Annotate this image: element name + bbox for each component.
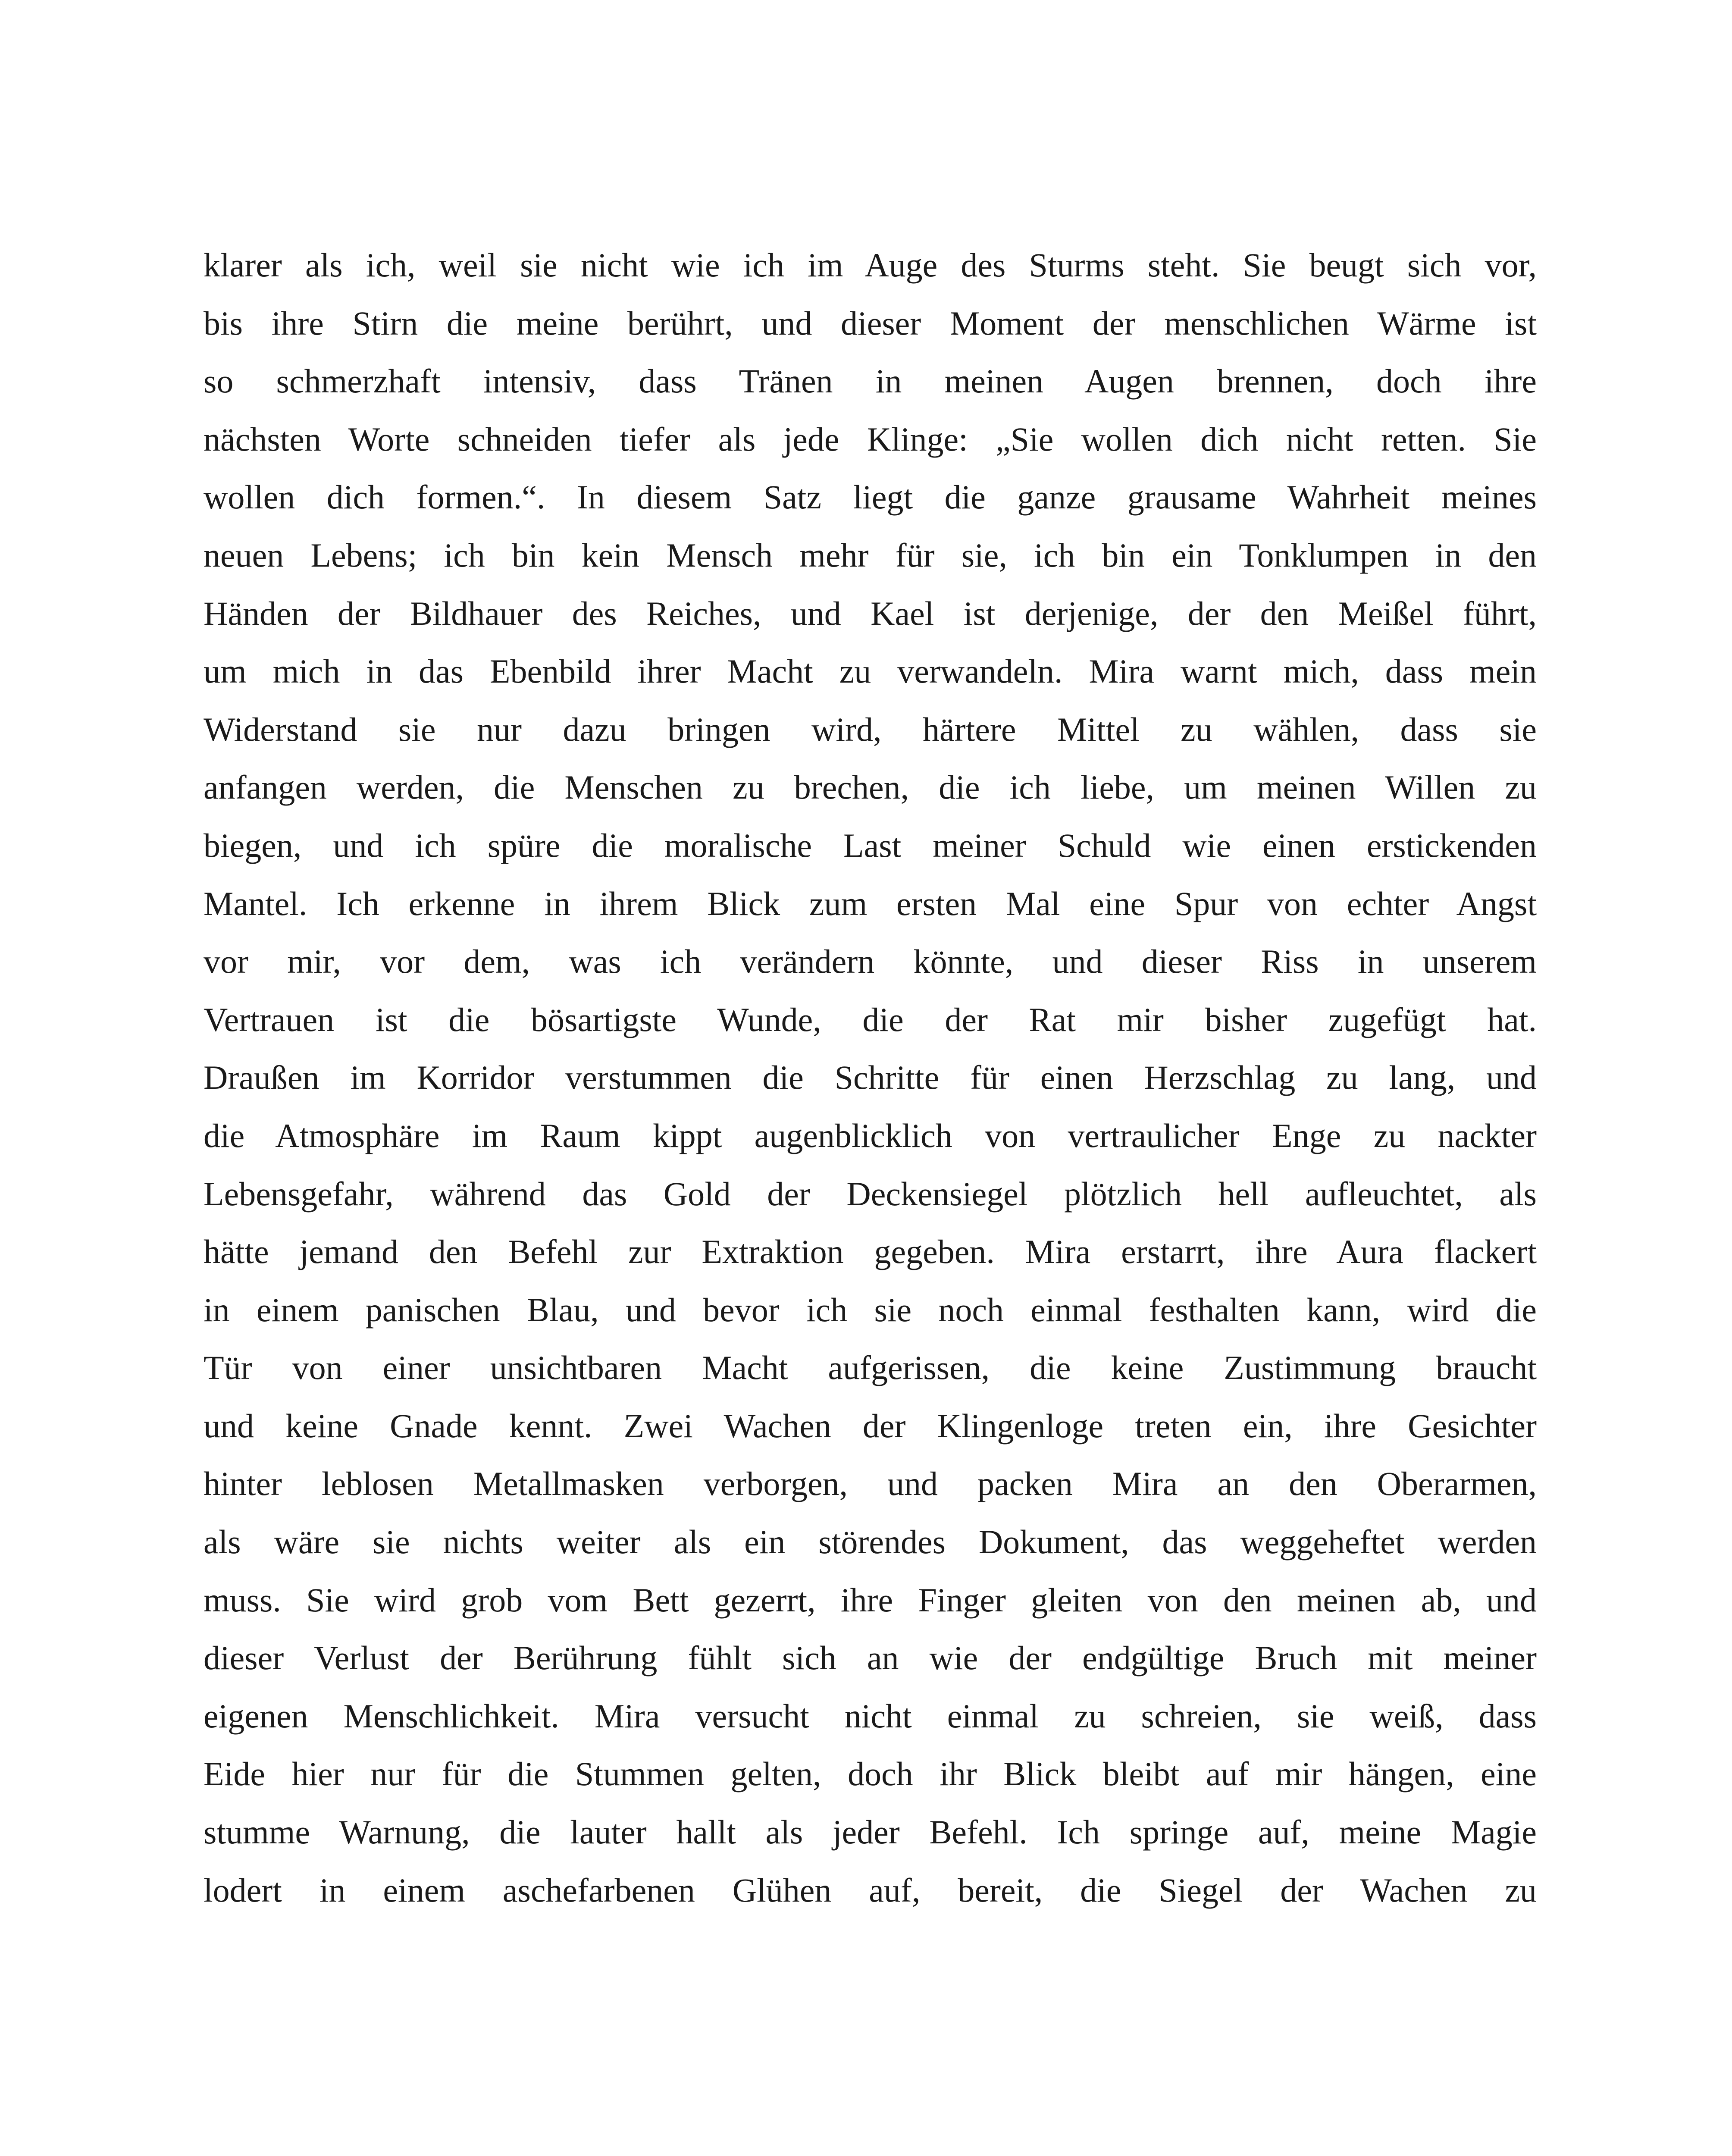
text-line: Lebensgefahr, während das Gold der Deckensiegel plötzlich hell aufleuchtet, als	[204, 1175, 1537, 1213]
text-line: Mantel. Ich erkenne in ihrem Blick zum ersten Mal eine Spur von echter Angst	[204, 884, 1537, 922]
text-line: Händen der Bildhauer des Reiches, und Kael ist derjenige, der den Meißel führt,	[204, 594, 1537, 632]
text-line: als wäre sie nichts weiter als ein störendes Dokument, das weggeheftet werden	[204, 1523, 1537, 1561]
text-line: stumme Warnung, die lauter hallt als jeder Befehl. Ich springe auf, meine Magie	[204, 1813, 1537, 1851]
text-line: lodert in einem aschefarbenen Glühen auf, bereit, die Siegel der Wachen zu	[204, 1871, 1537, 1909]
text-line: so schmerzhaft intensiv, dass Tränen in meinen Augen brennen, doch ihre	[204, 362, 1537, 400]
text-line: um mich in das Ebenbild ihrer Macht zu verwandeln. Mira warnt mich, dass mein	[204, 652, 1537, 690]
text-line: vor mir, vor dem, was ich verändern könnte, und dieser Riss in unserem	[204, 943, 1537, 981]
text-line: hinter leblosen Metallmasken verborgen, und packen Mira an den Oberarmen,	[204, 1465, 1537, 1503]
text-line: in einem panischen Blau, und bevor ich sie noch einmal festhalten kann, wird die	[204, 1291, 1537, 1329]
text-line: Tür von einer unsichtbaren Macht aufgerissen, die keine Zustimmung braucht	[204, 1349, 1537, 1387]
text-line: bis ihre Stirn die meine berührt, und dieser Moment der menschlichen Wärme ist	[204, 304, 1537, 342]
text-line: anfangen werden, die Menschen zu brechen, die ich liebe, um meinen Willen zu	[204, 768, 1537, 806]
text-line: wollen dich formen.“. In diesem Satz liegt die ganze grausame Wahrheit meines	[204, 478, 1537, 516]
text-line: Draußen im Korridor verstummen die Schritte für einen Herzschlag zu lang, und	[204, 1059, 1537, 1097]
text-line: hätte jemand den Befehl zur Extraktion gegeben. Mira erstarrt, ihre Aura flackert	[204, 1233, 1537, 1271]
text-line: eigenen Menschlichkeit. Mira versucht nicht einmal zu schreien, sie weiß, dass	[204, 1697, 1537, 1735]
text-line: die Atmosphäre im Raum kippt augenblicklich von vertraulicher Enge zu nackter	[204, 1116, 1537, 1154]
text-line: biegen, und ich spüre die moralische Last meiner Schuld wie einen erstickenden	[204, 826, 1537, 864]
text-line: muss. Sie wird grob vom Bett gezerrt, ihre Finger gleiten von den meinen ab, und	[204, 1581, 1537, 1619]
text-line: klarer als ich, weil sie nicht wie ich im Auge des Sturms steht. Sie beugt sich vor,	[204, 246, 1537, 284]
text-line: Vertrauen ist die bösartigste Wunde, die der Rat mir bisher zugefügt hat.	[204, 1000, 1537, 1038]
text-line: Widerstand sie nur dazu bringen wird, härtere Mittel zu wählen, dass sie	[204, 710, 1537, 748]
text-line: nächsten Worte schneiden tiefer als jede Klinge: „Sie wollen dich nicht retten. Sie	[204, 420, 1537, 458]
text-line: Eide hier nur für die Stummen gelten, doch ihr Blick bleibt auf mir hängen, eine	[204, 1755, 1537, 1793]
text-line: neuen Lebens; ich bin kein Mensch mehr für sie, ich bin ein Tonklumpen in den	[204, 536, 1537, 574]
text-line: und keine Gnade kennt. Zwei Wachen der Klingenloge treten ein, ihre Gesichter	[204, 1407, 1537, 1445]
text-line: dieser Verlust der Berührung fühlt sich an wie der endgültige Bruch mit meiner	[204, 1639, 1537, 1677]
body-text	[204, 236, 1537, 1919]
